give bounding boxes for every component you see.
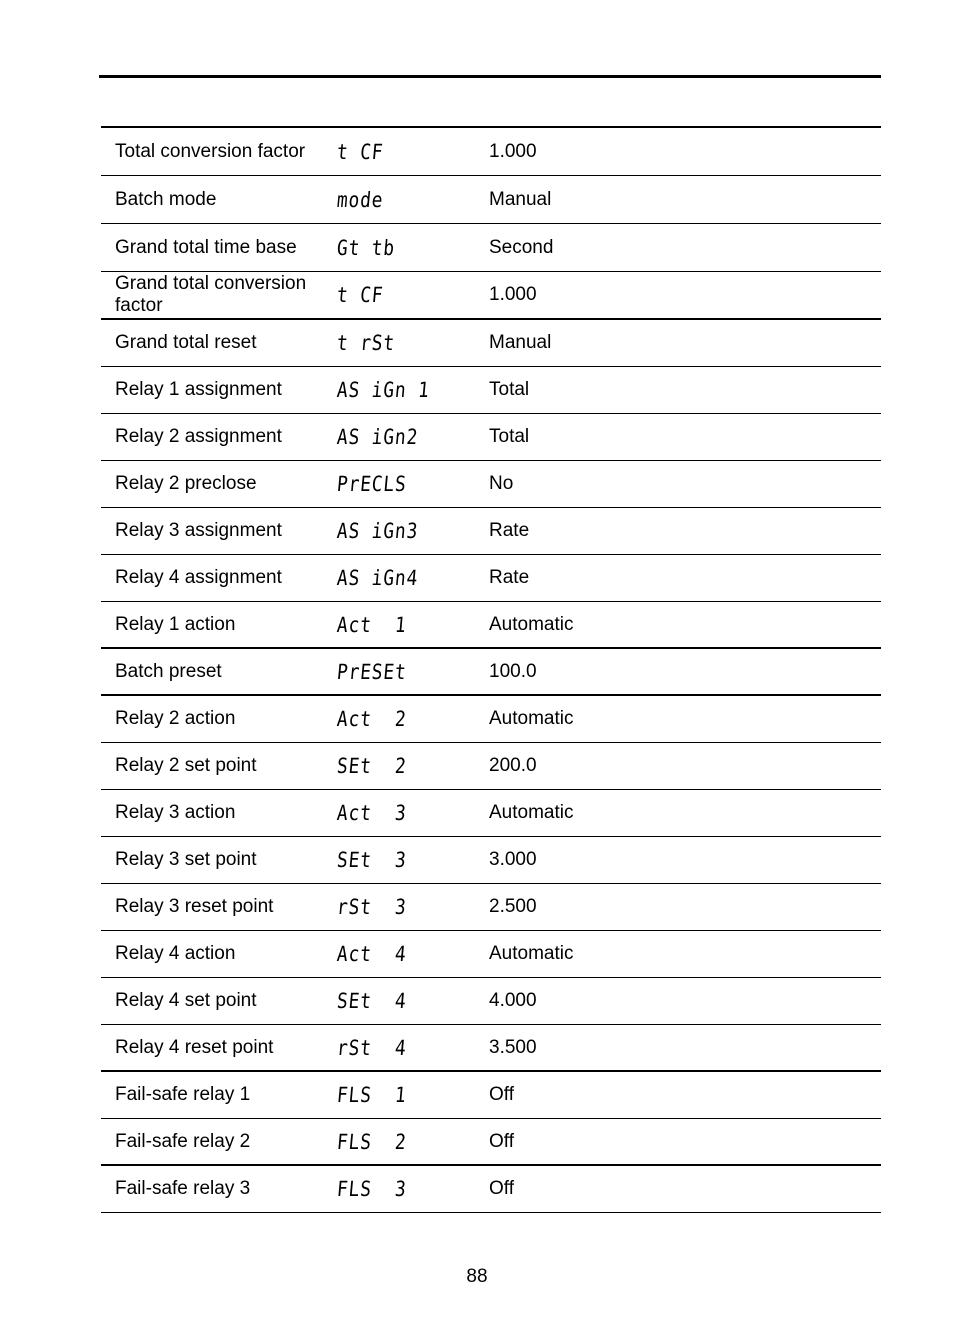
table-row: [101, 743, 881, 790]
table-row: [101, 224, 881, 272]
table-row: [101, 414, 881, 461]
parameter-value: 1.000: [489, 140, 537, 162]
parameter-name: Relay 4 action: [115, 943, 236, 964]
display-code: FLS 2: [335, 1129, 408, 1154]
display-code: AS iGn4: [335, 566, 420, 590]
display-code: FLS 1: [335, 1083, 408, 1107]
parameter-value: Off: [489, 1084, 514, 1105]
table-row: [101, 128, 881, 176]
parameter-value: No: [489, 473, 514, 494]
parameter-value: 100.0: [489, 660, 537, 682]
parameter-name: Relay 4 set point: [115, 990, 257, 1011]
parameter-value: Total: [489, 426, 530, 447]
parameter-name: Relay 1 action: [115, 613, 236, 635]
parameter-name: Relay 2 assignment: [115, 426, 282, 447]
parameter-name: Relay 1 assignment: [115, 379, 282, 400]
parameter-name: Relay 3 reset point: [115, 896, 274, 917]
display-code: t CF: [335, 283, 385, 307]
table-row: [101, 508, 881, 555]
parameter-value: Second: [489, 236, 554, 258]
parameter-value: 1.000: [489, 284, 537, 305]
parameter-name: Relay 2 set point: [115, 755, 257, 776]
table-row: [101, 931, 881, 978]
parameter-value: Rate: [489, 520, 530, 541]
display-code: Act 3: [335, 801, 408, 825]
parameter-value: Automatic: [489, 613, 574, 635]
header-rule: [99, 75, 881, 78]
parameter-value: Rate: [489, 567, 530, 588]
parameter-name: Fail-safe relay 2: [115, 1130, 251, 1152]
display-code: AS iGn 1: [335, 378, 431, 402]
table-row: [101, 696, 881, 743]
table-row: [101, 978, 881, 1025]
parameter-name: Total conversion factor: [115, 140, 306, 162]
parameter-value: Automatic: [489, 802, 574, 823]
settings-table: [101, 126, 881, 1213]
parameter-name: Relay 3 set point: [115, 849, 257, 870]
table-row: [101, 837, 881, 884]
parameter-name: Relay 4 assignment: [115, 567, 282, 588]
display-code: Act 1: [335, 612, 408, 637]
parameter-value: Automatic: [489, 943, 574, 964]
table-row: [101, 790, 881, 837]
display-code: AS iGn2: [335, 425, 420, 449]
display-code: AS iGn3: [335, 519, 420, 543]
parameter-name: Batch preset: [115, 660, 222, 682]
display-code: SEt 3: [335, 848, 408, 872]
parameter-name: Fail-safe relay 3: [115, 1178, 251, 1199]
display-code: PrECLS: [335, 472, 408, 496]
parameter-name: Relay 2 preclose: [115, 473, 257, 494]
table-row: [101, 555, 881, 602]
parameter-name: Relay 3 action: [115, 802, 236, 823]
table-row: [101, 602, 881, 649]
parameter-name: Relay 2 action: [115, 708, 236, 729]
parameter-value: Manual: [489, 188, 552, 210]
parameter-value: 2.500: [489, 896, 537, 917]
table-row: [101, 367, 881, 414]
display-code: rSt 4: [335, 1035, 408, 1060]
table-row: [101, 320, 881, 367]
parameter-value: Automatic: [489, 708, 574, 729]
parameter-value: Off: [489, 1178, 514, 1199]
parameter-value: 4.000: [489, 990, 537, 1011]
display-code: SEt 4: [335, 989, 408, 1013]
table-row: [101, 272, 881, 320]
parameter-value: Manual: [489, 332, 552, 353]
display-code: Gt tb: [335, 235, 397, 260]
parameter-value: Total: [489, 379, 530, 400]
parameter-value: 3.000: [489, 849, 537, 870]
display-code: Act 2: [335, 707, 408, 731]
parameter-name: Fail-safe relay 1: [115, 1084, 251, 1105]
display-code: t rSt: [335, 331, 397, 355]
table-row: [101, 1025, 881, 1072]
parameter-value: Off: [489, 1130, 514, 1152]
display-code: SEt 2: [335, 754, 408, 778]
table-row: [101, 649, 881, 696]
parameter-name: Grand total reset: [115, 332, 257, 353]
display-code: FLS 3: [335, 1177, 408, 1201]
table-row: [101, 884, 881, 931]
table-row: [101, 461, 881, 508]
display-code: t CF: [335, 139, 385, 164]
table-row: [101, 1166, 881, 1213]
display-code: PrESEt: [335, 659, 408, 684]
parameter-name: Batch mode: [115, 188, 217, 210]
parameter-name: Relay 3 assignment: [115, 520, 282, 541]
parameter-value: 3.500: [489, 1036, 537, 1058]
table-row: [101, 176, 881, 224]
display-code: mode: [335, 187, 385, 212]
display-code: rSt 3: [335, 895, 408, 919]
parameter-name: Grand total time base: [115, 236, 297, 258]
display-code: Act 4: [335, 942, 408, 966]
table-row: [101, 1072, 881, 1119]
page-number: 88: [466, 1266, 488, 1287]
parameter-name: Grand total conversion factor: [115, 273, 307, 316]
table-row: [101, 1119, 881, 1166]
parameter-value: 200.0: [489, 755, 537, 776]
parameter-name: Relay 4 reset point: [115, 1036, 274, 1058]
